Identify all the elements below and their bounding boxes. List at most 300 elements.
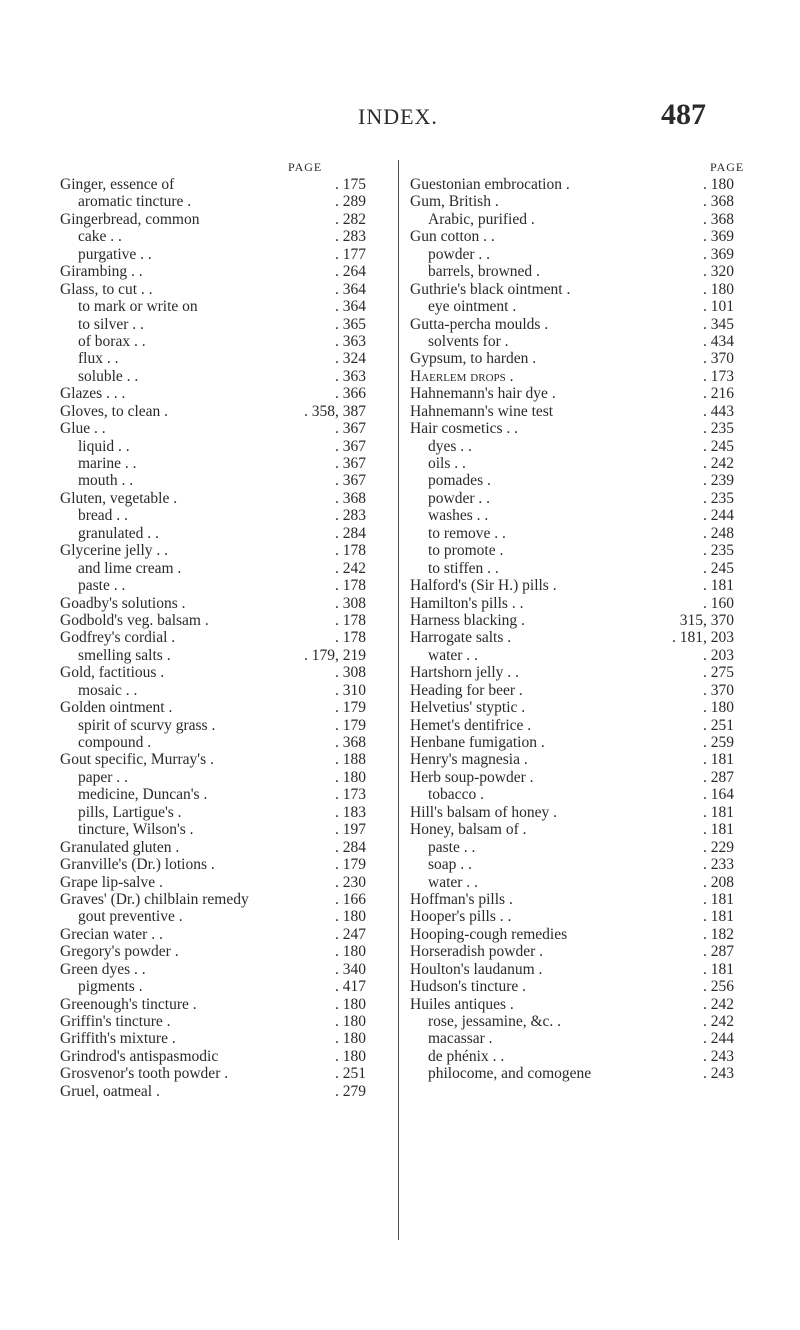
index-entry-text: Gloves, to clean . — [60, 402, 169, 420]
index-entry-text: Grosvenor's tooth powder . — [60, 1065, 229, 1083]
index-entry-page: . 242 — [335, 559, 366, 577]
index-entry-page: . 181, 203 — [672, 629, 734, 647]
index-entry — [410, 839, 750, 856]
index-entry-page: . 239 — [703, 472, 734, 490]
index-entry-page: . 180 — [335, 943, 366, 961]
index-entry-page: . 244 — [703, 507, 734, 525]
index-entry-text: Girambing . . — [60, 263, 143, 281]
index-entry-page: . 180 — [335, 768, 366, 786]
index-entry-text: Harness blacking . — [410, 611, 525, 629]
index-entry — [60, 350, 380, 367]
index-entry — [410, 821, 750, 838]
index-entry — [60, 420, 380, 437]
index-entry-text: liquid . . — [78, 437, 130, 455]
index-entry — [410, 856, 750, 873]
index-entry-page: . 284 — [335, 838, 366, 856]
index-entry-text: Green dyes . . — [60, 960, 146, 978]
index-entry — [60, 961, 380, 978]
index-entry-text: Glycerine jelly . . — [60, 542, 169, 560]
index-entry-page: . 175 — [335, 176, 366, 193]
index-entry — [60, 246, 380, 263]
index-entry-page: . 180 — [335, 995, 366, 1013]
index-entry — [410, 281, 750, 298]
index-entry-text: Glazes . . . — [60, 385, 126, 403]
index-entry-text: Henry's magnesia . — [410, 751, 528, 769]
index-entry — [410, 717, 750, 734]
index-entry — [410, 734, 750, 751]
index-entry-page: . 242 — [703, 1013, 734, 1030]
index-entry — [410, 961, 750, 978]
index-entry — [410, 525, 750, 542]
index-entry-text: Horseradish powder . — [410, 943, 544, 961]
index-entry-page: . 417 — [335, 978, 366, 996]
index-entry-text: granulated . . — [78, 524, 159, 542]
index-entry-page: . 369 — [703, 245, 734, 263]
index-entry — [410, 1030, 750, 1047]
index-entry-page: . 181 — [703, 821, 734, 839]
index-entry — [410, 298, 750, 315]
index-entry-page: . 178 — [335, 542, 366, 560]
page-title: INDEX. — [358, 104, 438, 129]
index-entry — [410, 560, 750, 577]
index-entry-text: Grape lip-salve . — [60, 873, 163, 891]
index-entry — [410, 263, 750, 280]
index-entry-text: dyes . . — [428, 437, 472, 455]
index-entry — [60, 978, 380, 995]
index-entry-page: . 368 — [335, 734, 366, 751]
index-entry-page: . 251 — [703, 716, 734, 734]
index-entry-page: . 369 — [703, 228, 734, 246]
index-entry-text: rose, jessamine, &c. . — [428, 1013, 562, 1030]
index-entry — [410, 193, 750, 210]
index-entry-text: Hooper's pills . . — [410, 908, 512, 926]
index-entry — [60, 333, 380, 350]
index-entry-page: . 173 — [335, 786, 366, 804]
index-entry — [60, 943, 380, 960]
index-entry-page: . 434 — [703, 332, 734, 350]
index-entry — [60, 856, 380, 873]
index-entry — [410, 507, 750, 524]
index-entry-text: macassar . — [428, 1030, 493, 1048]
index-entry — [60, 228, 380, 245]
index-entry — [410, 420, 750, 437]
index-entry-page: . 367 — [335, 420, 366, 438]
index-entry — [410, 246, 750, 263]
index-entry-page: . 181 — [703, 803, 734, 821]
index-entry-page: . 366 — [335, 385, 366, 403]
index-entry — [60, 490, 380, 507]
index-entry-text: Gold, factitious . — [60, 664, 165, 682]
index-entry-text: Grecian water . . — [60, 925, 163, 943]
index-entry-page: . 245 — [703, 437, 734, 455]
index-entry — [60, 699, 380, 716]
index-entry-page: . 243 — [703, 1065, 734, 1083]
index-entry-page: . 244 — [703, 1030, 734, 1048]
index-entry-text: Halford's (Sir H.) pills . — [410, 577, 557, 595]
index-entry — [410, 699, 750, 716]
index-entry-page: . 235 — [703, 542, 734, 560]
index-entry — [410, 926, 750, 943]
index-entry-text: Guthrie's black ointment . — [410, 280, 571, 298]
index-entry-text: pills, Lartigue's . — [78, 803, 182, 821]
index-entry — [60, 664, 380, 681]
index-entry — [60, 525, 380, 542]
index-entry — [410, 943, 750, 960]
index-entry — [410, 595, 750, 612]
index-entry-text: of borax . . — [78, 332, 146, 350]
index-entry-page: . 178 — [335, 611, 366, 629]
index-entry-page: . 368 — [703, 193, 734, 211]
index-entry-page: . 287 — [703, 943, 734, 961]
index-entry-page: . 179 — [335, 716, 366, 734]
index-entry — [410, 490, 750, 507]
index-entry-text: Griffith's mixture . — [60, 1030, 176, 1048]
index-entry — [60, 263, 380, 280]
index-entry — [60, 1048, 380, 1065]
index-entry-page: . 180 — [335, 1013, 366, 1030]
index-entry-page: . 259 — [703, 734, 734, 751]
index-entry-text: Honey, balsam of . — [410, 821, 527, 839]
index-entry — [60, 438, 380, 455]
index-entry — [60, 629, 380, 646]
index-entry — [410, 316, 750, 333]
index-entry-page: . 367 — [335, 472, 366, 490]
index-entry-text: Gun cotton . . — [410, 228, 495, 246]
index-entry-page: . 289 — [335, 193, 366, 211]
index-entry-page: . 367 — [335, 455, 366, 472]
index-entry — [60, 769, 380, 786]
index-entry — [60, 1030, 380, 1047]
index-entry-page: . 284 — [335, 524, 366, 542]
index-entry — [410, 874, 750, 891]
index-entry-page: . 166 — [335, 890, 366, 908]
index-entry-page: . 181 — [703, 960, 734, 978]
index-entry-page: . 242 — [703, 995, 734, 1013]
index-entry — [60, 211, 380, 228]
index-entry — [60, 577, 380, 594]
index-entry-text: Grindrod's antispasmodic — [60, 1047, 219, 1065]
index-entry-page: . 282 — [335, 210, 366, 228]
index-entry-text: Hahnemann's hair dye . — [410, 385, 556, 403]
column-heading-page: PAGE — [710, 160, 745, 174]
index-entry-page: . 181 — [703, 751, 734, 769]
index-entry-page: . 178 — [335, 577, 366, 595]
index-entry — [410, 664, 750, 681]
index-entry-text: compound . — [78, 734, 152, 751]
index-entry — [410, 629, 750, 646]
index-entry-page: . 308 — [335, 594, 366, 612]
index-entry-page: . 251 — [335, 1065, 366, 1083]
column-divider — [398, 160, 399, 1240]
index-entry-page: . 264 — [335, 263, 366, 281]
index-entry — [410, 211, 750, 228]
index-entry-text: paste . . — [428, 838, 476, 856]
index-entry-text: purgative . . — [78, 245, 152, 263]
index-entry — [410, 542, 750, 559]
entry-list-right — [410, 176, 750, 1083]
index-entry-text: washes . . — [428, 507, 489, 525]
index-entry-text: Greenough's tincture . — [60, 995, 197, 1013]
index-entry-page: . 164 — [703, 786, 734, 804]
index-entry-page: . 179, 219 — [304, 646, 366, 664]
index-entry — [60, 455, 380, 472]
index-entry-page: . 188 — [335, 751, 366, 769]
index-entry-text: paper . . — [78, 768, 128, 786]
index-entry-page: . 208 — [703, 873, 734, 891]
index-entry — [410, 368, 750, 385]
index-entry — [60, 542, 380, 559]
index-entry — [60, 368, 380, 385]
index-entry-text: Hartshorn jelly . . — [410, 664, 519, 682]
index-entry-text: to silver . . — [78, 315, 144, 333]
index-entry — [60, 821, 380, 838]
index-entry-page: . 179 — [335, 699, 366, 717]
index-entry-text: water . . — [428, 646, 478, 664]
index-entry — [410, 786, 750, 803]
index-entry-page: . 216 — [703, 385, 734, 403]
index-entry-page: . 287 — [703, 768, 734, 786]
index-entry — [410, 438, 750, 455]
index-entry-page: . 279 — [335, 1082, 366, 1100]
index-entry — [410, 176, 750, 193]
index-entry-page: . 243 — [703, 1047, 734, 1065]
index-entry-text: Godbold's veg. balsam . — [60, 611, 209, 629]
index-entry — [60, 595, 380, 612]
index-entry — [60, 298, 380, 315]
index-entry-text: Griffin's tincture . — [60, 1013, 171, 1030]
index-entry-text: Helvetius' styptic . — [410, 699, 526, 717]
index-entry-text: Hair cosmetics . . — [410, 420, 519, 438]
index-entry-page: . 182 — [703, 925, 734, 943]
index-entry — [410, 1048, 750, 1065]
index-entry-page: . 358, 387 — [304, 402, 366, 420]
index-entry-text: bread . . — [78, 507, 128, 525]
index-entry-page: . 443 — [703, 402, 734, 420]
index-entry — [60, 472, 380, 489]
index-entry — [60, 176, 380, 193]
index-entry-text: eye ointment . — [428, 298, 517, 316]
index-entry — [60, 1013, 380, 1030]
index-entry — [60, 926, 380, 943]
index-entry — [410, 978, 750, 995]
index-entry-text: solvents for . — [428, 332, 509, 350]
index-entry-page: . 177 — [335, 245, 366, 263]
index-entry-text: Harrogate salts . — [410, 629, 512, 647]
index-entry-page: . 181 — [703, 890, 734, 908]
index-entry-text: powder . . — [428, 245, 490, 263]
index-entry-text: Gypsum, to harden . — [410, 350, 537, 368]
index-entry-text: aromatic tincture . — [78, 193, 192, 211]
index-entry — [410, 891, 750, 908]
index-entry-page: . 242 — [703, 455, 734, 472]
index-entry-page: . 230 — [335, 873, 366, 891]
index-entry-page: . 340 — [335, 960, 366, 978]
index-entry-text: Gutta-percha moulds . — [410, 315, 549, 333]
index-entry-text: water . . — [428, 873, 478, 891]
index-entry — [60, 612, 380, 629]
index-entry-text: tincture, Wilson's . — [78, 821, 194, 839]
index-entry-page: . 245 — [703, 559, 734, 577]
index-entry-text: Ginger, essence of — [60, 176, 175, 193]
index-entry-text: oils . . — [428, 455, 466, 472]
index-entry-page: . 180 — [335, 1030, 366, 1048]
index-entry-text: Gout specific, Murray's . — [60, 751, 214, 769]
page-number: 487 — [661, 98, 706, 131]
index-entry-text: Hill's balsam of honey . — [410, 803, 558, 821]
index-entry-text: tobacco . — [428, 786, 484, 804]
index-entry-page: . 180 — [703, 280, 734, 298]
index-entry — [410, 403, 750, 420]
index-entry — [410, 908, 750, 925]
index-entry-text: Gingerbread, common — [60, 210, 200, 228]
index-entry-page: . 363 — [335, 367, 366, 385]
index-entry — [410, 350, 750, 367]
index-entry-text: Godfrey's cordial . — [60, 629, 176, 647]
index-entry-page: . 370 — [703, 681, 734, 699]
index-entry-text: mosaic . . — [78, 681, 138, 699]
index-entry — [60, 560, 380, 577]
index-entry — [410, 612, 750, 629]
index-entry-page: . 101 — [703, 298, 734, 316]
index-entry-text: to promote . — [428, 542, 504, 560]
index-entry-text: smelling salts . — [78, 646, 171, 664]
index-entry-text: Gluten, vegetable . — [60, 489, 178, 507]
index-entry-text: Hamilton's pills . . — [410, 594, 524, 612]
index-entry — [60, 874, 380, 891]
index-entry — [60, 786, 380, 803]
index-entry-text: to remove . . — [428, 524, 506, 542]
index-entry — [410, 751, 750, 768]
page-header — [0, 98, 800, 144]
index-entry-page: . 203 — [703, 646, 734, 664]
index-entry-text: and lime cream . — [78, 559, 182, 577]
index-entry-page: . 181 — [703, 577, 734, 595]
index-entry-page: . 160 — [703, 594, 734, 612]
index-entry-text: Gum, British . — [410, 193, 499, 211]
index-entry-text: Heading for beer . — [410, 681, 523, 699]
index-entry-page: . 365 — [335, 315, 366, 333]
index-entry-text: philocome, and comogene — [428, 1065, 592, 1083]
index-entry-page: . 320 — [703, 263, 734, 281]
index-entry-text: cake . . — [78, 228, 122, 246]
index-entry-page: . 180 — [335, 1047, 366, 1065]
index-entry-page: . 183 — [335, 803, 366, 821]
index-entry-text: Hoffman's pills . — [410, 890, 513, 908]
index-entry — [410, 228, 750, 245]
index-entry — [60, 751, 380, 768]
index-entry-page: . 247 — [335, 925, 366, 943]
index-entry-page: . 235 — [703, 420, 734, 438]
index-entry-text: Guestonian embrocation . — [410, 176, 570, 193]
index-entry — [60, 385, 380, 402]
index-entry — [60, 908, 380, 925]
index-entry-page: . 308 — [335, 664, 366, 682]
index-entry-text: Granulated gluten . — [60, 838, 180, 856]
index-entry-page: . 310 — [335, 681, 366, 699]
index-entry-page: . 324 — [335, 350, 366, 368]
index-entry — [410, 455, 750, 472]
index-entry-text: paste . . — [78, 577, 126, 595]
index-entry-page: . 248 — [703, 524, 734, 542]
index-entry-text: Granville's (Dr.) lotions . — [60, 856, 215, 874]
index-entry-text: pigments . — [78, 978, 143, 996]
index-entry-page: . 256 — [703, 978, 734, 996]
index-entry-text: Gregory's powder . — [60, 943, 179, 961]
index-entry-text: Hemet's dentifrice . — [410, 716, 532, 734]
index-entry-text: Glue . . — [60, 420, 106, 438]
entry-list-left — [60, 176, 380, 1100]
index-entry — [410, 1065, 750, 1082]
index-entry-page: 315, 370 — [679, 611, 734, 629]
index-entry-text: Goadby's solutions . — [60, 594, 186, 612]
index-entry-page: . 283 — [335, 507, 366, 525]
index-entry — [60, 403, 380, 420]
index-entry-page: . 368 — [703, 210, 734, 228]
index-entry-text: Huiles antiques . — [410, 995, 514, 1013]
index-entry-page: . 283 — [335, 228, 366, 246]
index-entry-page: . 275 — [703, 664, 734, 682]
index-entry — [410, 1013, 750, 1030]
index-entry-page: . 178 — [335, 629, 366, 647]
index-entry-text: Hudson's tincture . — [410, 978, 527, 996]
index-entry-page: . 181 — [703, 908, 734, 926]
index-entry-text: pomades . — [428, 472, 491, 490]
column-heading-page: PAGE — [288, 160, 323, 174]
index-entry — [60, 647, 380, 664]
index-entry — [60, 734, 380, 751]
index-entry-text: flux . . — [78, 350, 119, 368]
index-entry-text: Hooping-cough remedies — [410, 925, 568, 943]
index-entry-text: soluble . . — [78, 367, 139, 385]
index-entry — [60, 682, 380, 699]
index-entry-page: . 370 — [703, 350, 734, 368]
index-entry — [60, 193, 380, 210]
index-entry-text: Henbane fumigation . — [410, 734, 545, 751]
index-entry-text: marine . . — [78, 455, 137, 472]
index-entry-page: . 179 — [335, 856, 366, 874]
index-entry-text: de phénix . . — [428, 1047, 505, 1065]
index-entry-text: Hahnemann's wine test — [410, 402, 554, 420]
index-entry-text: Glass, to cut . . — [60, 280, 153, 298]
index-entry — [410, 682, 750, 699]
index-entry — [410, 333, 750, 350]
index-entry — [60, 839, 380, 856]
index-entry-text: to mark or write on — [78, 298, 198, 316]
index-entry-text: mouth . . — [78, 472, 134, 490]
index-entry-text: gout preventive . — [78, 908, 183, 926]
index-entry-text: to stiffen . . — [428, 559, 499, 577]
index-entry-text: spirit of scurvy grass . — [78, 716, 216, 734]
index-entry-text: powder . . — [428, 489, 490, 507]
index-entry-page: . 233 — [703, 856, 734, 874]
index-entry-page: . 368 — [335, 489, 366, 507]
index-entry — [60, 891, 380, 908]
index-entry — [60, 507, 380, 524]
index-entry — [60, 1065, 380, 1082]
index-entry-text: medicine, Duncan's . — [78, 786, 208, 804]
index-entry-page: . 235 — [703, 489, 734, 507]
index-entry-page: . 197 — [335, 821, 366, 839]
index-entry-text: Gruel, oatmeal . — [60, 1082, 160, 1100]
index-entry-page: . 180 — [335, 908, 366, 926]
index-entry-page: . 173 — [703, 367, 734, 385]
index-entry — [410, 472, 750, 489]
index-entry-text: soap . . — [428, 856, 472, 874]
index-entry-page: . 364 — [335, 298, 366, 316]
index-entry — [60, 1083, 380, 1100]
index-entry-page: . 364 — [335, 280, 366, 298]
index-entry — [410, 385, 750, 402]
